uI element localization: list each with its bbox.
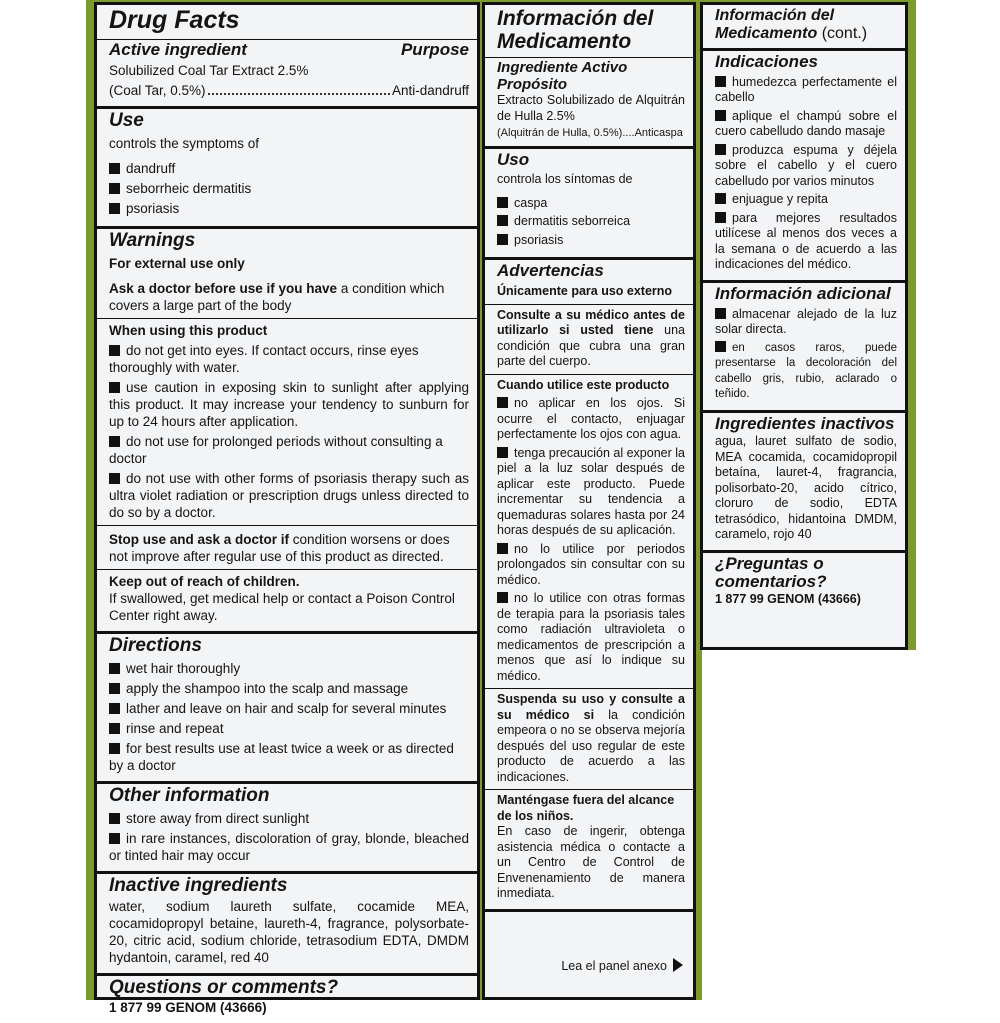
- inactive-ingredients-text: water, sodium laureth sulfate, cocamide MEA, cocamidopropyl betaine, laureth-4, fragrance, polysorbate-20, citric acid, sodium chloride, tetrasodium EDTA, DMDM hydantoin, caramel, red 40: [109, 898, 469, 965]
- when-using-item: do not get into eyes. If contact occurs, rinse eyes thoroughly with water.: [109, 342, 469, 376]
- inactive-ingredients-heading: Inactive ingredients: [109, 874, 288, 896]
- active-ingredient-heading: Active ingredient: [109, 39, 247, 59]
- continued-title-2: Medicamento: [715, 24, 818, 42]
- inactive-ingredients-section-es: [703, 413, 905, 553]
- inactive-ingredients-heading-es: Ingredientes inactivos: [715, 413, 895, 433]
- purpose-value: Anti-dandruff: [391, 83, 469, 99]
- inactive-ingredients-text-es: agua, lauret sulfato de sodio, MEA cocamida, cocamidopropil betaína, lauret-4, fragrancia, polisorbato-20, acido cítrico, cloruro de sodio, EDTA tetrasódico, hidantoina DMDM, caramelo, rojo 40: [715, 434, 897, 542]
- directions-item: lather and leave on hair and scalp for several minutes: [109, 700, 469, 717]
- use-item: seborrheic dermatitis: [109, 180, 469, 197]
- other-information-section: [97, 784, 477, 874]
- external-use-warning: For external use only: [109, 255, 245, 271]
- spanish-drug-facts-panel: [482, 2, 696, 1000]
- keep-out-text-es: En caso de ingerir, obtenga asistencia médica o contacte a un Centro de Control de Envenenamiento de manera inmediata.: [497, 824, 685, 901]
- drug-facts-panel: [94, 2, 480, 1015]
- active-ingredient-line-es: Extracto Solubilizado de Alquitrán de Hulla 2.5%: [497, 93, 685, 123]
- use-heading: Use: [109, 110, 144, 132]
- continued-label: (cont.): [817, 24, 868, 42]
- use-section: [97, 109, 477, 229]
- stop-use-text-es: la condición empeora o no se observa mejoría después del uso regular de este producto de acuerdo a las indicaciones.: [497, 707, 685, 784]
- active-ingredient-heading-es: Ingrediente Activo Propósito: [497, 59, 628, 93]
- when-using-item: do not use with other forms of psoriasis therapy such as ultra violet radiation or prescription drugs unless directed to do so by a doctor.: [109, 470, 469, 520]
- directions-heading: Directions: [109, 634, 202, 656]
- when-using-item: do not use for prolonged periods without consulting a doctor: [109, 433, 469, 467]
- spanish-continued-panel: [700, 2, 908, 650]
- additional-information-heading: Información adicional: [715, 283, 891, 303]
- when-using-heading: When using this product: [109, 322, 268, 338]
- phone-number: 1 877 99 GENOM (43666): [109, 999, 267, 1015]
- use-intro-es: controla los síntomas de: [497, 172, 633, 187]
- stop-use-text: condition worsens or does not improve after regular use of this product as directed.: [109, 531, 450, 564]
- see-panel-label: Lea el panel anexo: [561, 958, 667, 973]
- use-item: psoriasis: [109, 200, 469, 217]
- questions-heading: Questions or comments?: [109, 976, 339, 998]
- indications-heading: Indicaciones: [715, 52, 818, 72]
- indications-item: enjuague y repita: [715, 192, 897, 208]
- indications-item: humedezca perfectamente el cabello: [715, 74, 897, 105]
- when-using-heading-es: Cuando utilice este producto: [497, 377, 670, 392]
- external-use-warning-es: Únicamente para uso externo: [497, 284, 673, 299]
- directions-item: wet hair thoroughly: [109, 660, 469, 677]
- warnings-heading-es: Advertencias: [497, 261, 604, 281]
- warnings-heading: Warnings: [109, 230, 196, 252]
- directions-item: for best results use at least twice a week or as directed by a doctor: [109, 740, 469, 774]
- keep-out-heading: Keep out of reach of children.: [109, 573, 300, 589]
- ask-doctor-warning-es: [497, 308, 685, 370]
- ask-doctor-warning: [109, 280, 469, 314]
- directions-item: rinse and repeat: [109, 720, 469, 737]
- when-using-item-es: no lo utilice por periodos prolongados sin consultar con su médico.: [497, 541, 685, 587]
- indications-item: para mejores resultados utilícese al menos dos veces a la semana o de acuerdo a las indicaciones del médico.: [715, 210, 897, 272]
- active-ingredient-section: [97, 5, 477, 109]
- additional-information-section: [703, 283, 905, 413]
- ask-doctor-text: a condition which covers a large part of the body: [109, 280, 445, 313]
- package-background-left: [86, 0, 94, 1000]
- stop-use-warning-es: [497, 692, 685, 785]
- questions-section-es: [703, 553, 905, 615]
- use-item-es: caspa: [497, 196, 685, 212]
- indications-item: aplique el champú sobre el cuero cabelludo dando masaje: [715, 108, 897, 139]
- inactive-ingredients-section: [97, 874, 477, 976]
- use-item-es: dermatitis seborreica: [497, 214, 685, 230]
- questions-section: [97, 976, 477, 1023]
- other-information-item: store away from direct sunlight: [109, 810, 469, 827]
- keep-out-text: If swallowed, get medical help or contact a Poison Control Center right away.: [109, 590, 455, 623]
- use-item-es: psoriasis: [497, 233, 685, 249]
- other-information-heading: Other information: [109, 784, 270, 806]
- active-ingredient-amount-es: (Alquitrán de Hulla, 0.5%)....Anticaspa: [497, 127, 683, 140]
- drug-facts-title: Drug Facts: [109, 6, 240, 34]
- indications-section: [703, 51, 905, 283]
- use-item: dandruff: [109, 160, 469, 177]
- directions-section: [97, 634, 477, 784]
- right-arrow-icon: [673, 958, 683, 972]
- ask-doctor-text-es: una condición que cubra una gran parte del cuerpo.: [497, 323, 685, 369]
- questions-heading-es: ¿Preguntas o comentarios?: [715, 553, 827, 592]
- use-heading-es: Uso: [497, 149, 530, 169]
- active-ingredient-section-es: [485, 5, 693, 149]
- stop-use-label-es: Suspenda su uso y consulte a su médico si: [497, 692, 685, 722]
- warnings-section-es: [485, 260, 693, 911]
- ask-doctor-label-es: Consulte a su médico antes de utilizarlo si usted tiene: [497, 307, 685, 338]
- active-ingredient-amount: (Coal Tar, 0.5%): [109, 83, 206, 99]
- use-section-es: [485, 149, 693, 261]
- warnings-section: [97, 229, 477, 634]
- spanish-title: Información del Medicamento: [497, 7, 654, 54]
- phone-number-es: 1 877 99 GENOM (43666): [715, 592, 861, 607]
- when-using-item-es: no lo utilice con otras formas de terapia para la psoriasis tales como radiación ultravioleta o medicamentos de prescripción a menos que así lo indique su médico.: [497, 591, 685, 683]
- leader-dots: [208, 93, 390, 95]
- use-intro: controls the symptoms of: [109, 136, 260, 152]
- indications-item: produzca espuma y déjela sobre el cabello y el cuero cabelludo por varios minutos: [715, 142, 897, 188]
- continued-title: Información del: [715, 7, 835, 24]
- continued-title-section: [703, 5, 905, 51]
- additional-information-item: en casos raros, puede presentarse la decoloración del cabello gris, rubio, aclarado o teñido.: [715, 341, 897, 403]
- when-using-item-es: no aplicar en los ojos. Si ocurre el contacto, enjuagar perfectamente los ojos con agua.: [497, 396, 685, 442]
- directions-item: apply the shampoo into the scalp and massage: [109, 680, 469, 697]
- purpose-heading: Purpose: [400, 39, 469, 59]
- keep-out-heading-es: Manténgase fuera del alcance de los niños.: [497, 793, 675, 823]
- ask-doctor-label: Ask a doctor before use if you have: [109, 280, 338, 296]
- when-using-item-es: tenga precaución al exponer la piel a la luz solar después de aplicar este producto. Puede incrementar su tendencia a quemaduras solares hasta por 24 horas después de su aplicación.: [497, 445, 685, 538]
- when-using-item: use caution in exposing skin to sunlight after applying this product. It may increase your tendency to sunburn for up to 24 hours after application.: [109, 379, 469, 429]
- stop-use-label: Stop use and ask a doctor if: [109, 531, 290, 547]
- active-ingredient-line: Solubilized Coal Tar Extract 2.5%: [109, 63, 309, 79]
- see-panel-note: [561, 958, 683, 975]
- additional-information-item: almacenar alejado de la luz solar directa.: [715, 306, 897, 337]
- stop-use-warning: [109, 531, 469, 565]
- other-information-item: in rare instances, discoloration of gray, blonde, bleached or tinted hair may occur: [109, 830, 469, 863]
